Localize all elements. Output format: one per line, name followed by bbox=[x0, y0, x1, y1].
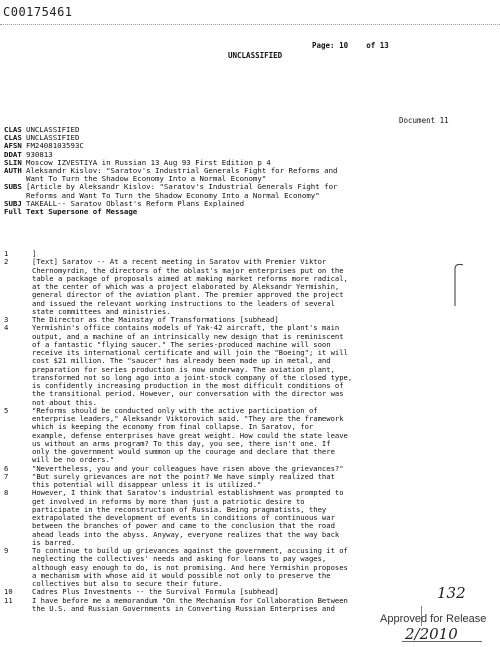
meta-key: AFSN bbox=[4, 141, 22, 151]
text-line: Cadres Plus Investments -- the Survival Formula [subhead] bbox=[32, 587, 279, 597]
text-line: ] bbox=[32, 249, 37, 258]
text-line: at the center of which was a project elaborated by Aleksandr Yermishin, bbox=[32, 282, 340, 291]
meta-key: Full bbox=[4, 207, 22, 217]
handwritten-page-number: 132 bbox=[437, 584, 466, 602]
text-line: a mechanism with whose aid it would possible not only to preserve the bbox=[32, 570, 331, 580]
text-line: extrapolated the development of events in conditions of continuous war bbox=[32, 513, 335, 522]
meta-value: Want To Turn the Shadow Economy Into a Normal Economy" bbox=[26, 174, 267, 184]
text-line: To continue to build up grievances against the government, accusing it of bbox=[32, 546, 348, 555]
text-line: The Director as the Mainstay of Transformations [subhead] bbox=[32, 315, 279, 324]
text-line: ahead leads into the abyss. Anyway, everyone realizes that the way back bbox=[32, 529, 340, 539]
top-divider bbox=[0, 24, 500, 25]
page-label: Page: 10 bbox=[312, 41, 349, 50]
page-total: of 13 bbox=[366, 41, 389, 50]
text-line: is confidently increasing production in the most difficult conditions of bbox=[32, 381, 344, 390]
text-line: [Text] Saratov -- At a recent meeting in Saratov with Premier Viktor bbox=[32, 257, 327, 267]
paragraph-text bbox=[32, 324, 352, 407]
text-line: general director of the aviation plant. The premier approved the project bbox=[32, 290, 344, 300]
message-metadata bbox=[4, 126, 337, 216]
meta-key: CLAS bbox=[4, 125, 22, 134]
text-line: although easy enough to do, is not promising. And here Yermishin proposes bbox=[32, 562, 348, 572]
meta-key: AUTH bbox=[4, 166, 22, 176]
meta-key: SUBS bbox=[4, 182, 22, 192]
meta-row bbox=[4, 142, 337, 150]
paragraph bbox=[4, 489, 494, 547]
meta-value: 930813 bbox=[26, 149, 53, 159]
release-stamp-underline bbox=[402, 641, 482, 642]
text-line: which is keeping the economy from final collapse. In Saratov, for bbox=[32, 422, 314, 432]
paragraph-number: 8 bbox=[4, 488, 9, 498]
text-line: "Nevertheless, you and your colleagues have risen above the grievances?" bbox=[32, 463, 344, 473]
text-line: Chernomyrdin, the directors of the oblast's major enterprises put on the bbox=[32, 265, 344, 275]
paragraph-text bbox=[32, 407, 348, 465]
text-line: "Reforms should be conducted only with the active participation of bbox=[32, 405, 318, 415]
text-line: the transitional period. However, our conversation with the director was bbox=[32, 389, 344, 399]
text-line: transformed not so long ago into a joint-stock company of the closed type, bbox=[32, 372, 353, 382]
paragraph-number: 6 bbox=[4, 463, 9, 473]
document-id: C00175461 bbox=[3, 5, 73, 19]
header-classification: UNCLASSIFIED bbox=[228, 51, 283, 60]
paragraph bbox=[4, 407, 494, 465]
margin-bracket-mark bbox=[453, 262, 465, 308]
paragraph-number: 1 bbox=[4, 249, 9, 258]
text-line: us without an arms program? To this day, you see, there isn't one. If bbox=[32, 438, 331, 448]
paragraph bbox=[4, 324, 494, 407]
text-line: I have before me a memorandum "On the Mechanism for Collaboration Between bbox=[32, 595, 348, 605]
meta-value: FM2408103593C bbox=[26, 141, 84, 151]
paragraph bbox=[4, 473, 494, 490]
text-line: collectives but also to secure their future. bbox=[32, 579, 223, 588]
text-line: and issued the relevant working instructions to the leaders of several bbox=[32, 298, 335, 308]
text-line: neglecting the collectives' needs and asking for loans to pay wages, bbox=[32, 554, 327, 564]
text-line: state committees and ministries. bbox=[32, 306, 171, 316]
paragraph-text bbox=[32, 597, 348, 614]
meta-value: Text Supersone of Message bbox=[26, 207, 138, 217]
paragraph bbox=[4, 547, 494, 588]
paragraph-text bbox=[32, 489, 344, 547]
text-line: will be no orders." bbox=[32, 455, 115, 465]
paragraph-number: 3 bbox=[4, 315, 9, 324]
meta-key: DDAT bbox=[4, 149, 22, 159]
text-line: cost $21 million. The "saucer" has already been made up in metal, and bbox=[32, 356, 331, 366]
text-line: not about this. bbox=[32, 397, 97, 407]
text-line: between the branches of power and came to the conclusion that the road bbox=[32, 521, 335, 531]
text-line: output, and a machine of an intrinsically new design that is reminiscent bbox=[32, 331, 344, 341]
page-number bbox=[312, 41, 389, 50]
text-line: only the government would summon up the courage and declare that there bbox=[32, 447, 335, 456]
text-line: preparation for series production is now underway. The aviation plant, bbox=[32, 364, 335, 374]
meta-value: UNCLASSIFIED bbox=[26, 125, 80, 134]
meta-value: TAKEALL-- Saratov Oblast's Reform Plans Explained bbox=[26, 198, 245, 208]
release-stamp-label: Approved for Release bbox=[380, 613, 487, 625]
meta-key: SUBJ bbox=[4, 198, 22, 208]
text-line: "But surely grievances are not the point? We have simply realized that bbox=[32, 471, 335, 481]
paragraph-number: 7 bbox=[4, 471, 9, 481]
text-line: is barred. bbox=[32, 537, 76, 547]
paragraph-number: 11 bbox=[4, 595, 13, 605]
text-line: participate in the reconstruction of Russia. Being pragmatists, they bbox=[32, 504, 327, 514]
text-line: However, I think that Saratov's industrial establishment was prompted to bbox=[32, 488, 344, 498]
text-line: enterprise leaders," Aleksandr Viktorovich said. "They are the framework bbox=[32, 414, 344, 423]
paragraph-text bbox=[32, 473, 335, 490]
paragraph-text bbox=[32, 547, 348, 588]
paragraph bbox=[4, 258, 494, 316]
text-line: of a fantastic "flying saucer." The series-produced machine will soon bbox=[32, 339, 331, 349]
meta-row bbox=[4, 208, 337, 216]
document-label: Document 11 bbox=[399, 116, 449, 125]
text-line: this potential will disappear unless it is utilized." bbox=[32, 480, 262, 489]
meta-value: Moscow IZVESTIYA in Russian 13 Aug 93 First Edition p 4 bbox=[26, 157, 271, 167]
meta-key: CLAS bbox=[4, 133, 22, 143]
message-body bbox=[4, 250, 494, 613]
text-line: get involved in reforms by more than just a patriotic desire to bbox=[32, 496, 305, 506]
meta-key: SLIN bbox=[4, 157, 22, 167]
release-stamp-date: 2/2010 bbox=[405, 625, 458, 643]
text-line: receive its international certificate and will join the "Boeing"; it will bbox=[32, 348, 348, 357]
text-line: the U.S. and Russian Governments in Converting Russian Enterprises and bbox=[32, 603, 335, 613]
meta-value: UNCLASSIFIED bbox=[26, 133, 80, 143]
meta-value: Reforms and Want To Turn the Shadow Economy Into a Normal Economy" bbox=[26, 190, 320, 200]
meta-value: [Article by Aleksandr Kislov: "Saratov's Industrial Generals Fight for bbox=[26, 182, 338, 192]
paragraph-number: 2 bbox=[4, 257, 9, 267]
paragraph-number: 5 bbox=[4, 405, 9, 415]
paragraph-number: 10 bbox=[4, 587, 13, 597]
meta-value: Aleksandr Kislov: "Saratov's Industrial Generals Fight for Reforms and bbox=[26, 166, 338, 176]
text-line: example, defense enterprises have great weight. How could the state leave bbox=[32, 430, 348, 440]
paragraph-number: 4 bbox=[4, 323, 9, 333]
paragraph-number: 9 bbox=[4, 546, 9, 555]
text-line: table a package of proposals aimed at making market reforms more radical, bbox=[32, 273, 348, 283]
text-line: Yermishin's office contains models of Yak-42 aircraft, the plant's main bbox=[32, 323, 340, 333]
paragraph-text bbox=[32, 258, 348, 316]
